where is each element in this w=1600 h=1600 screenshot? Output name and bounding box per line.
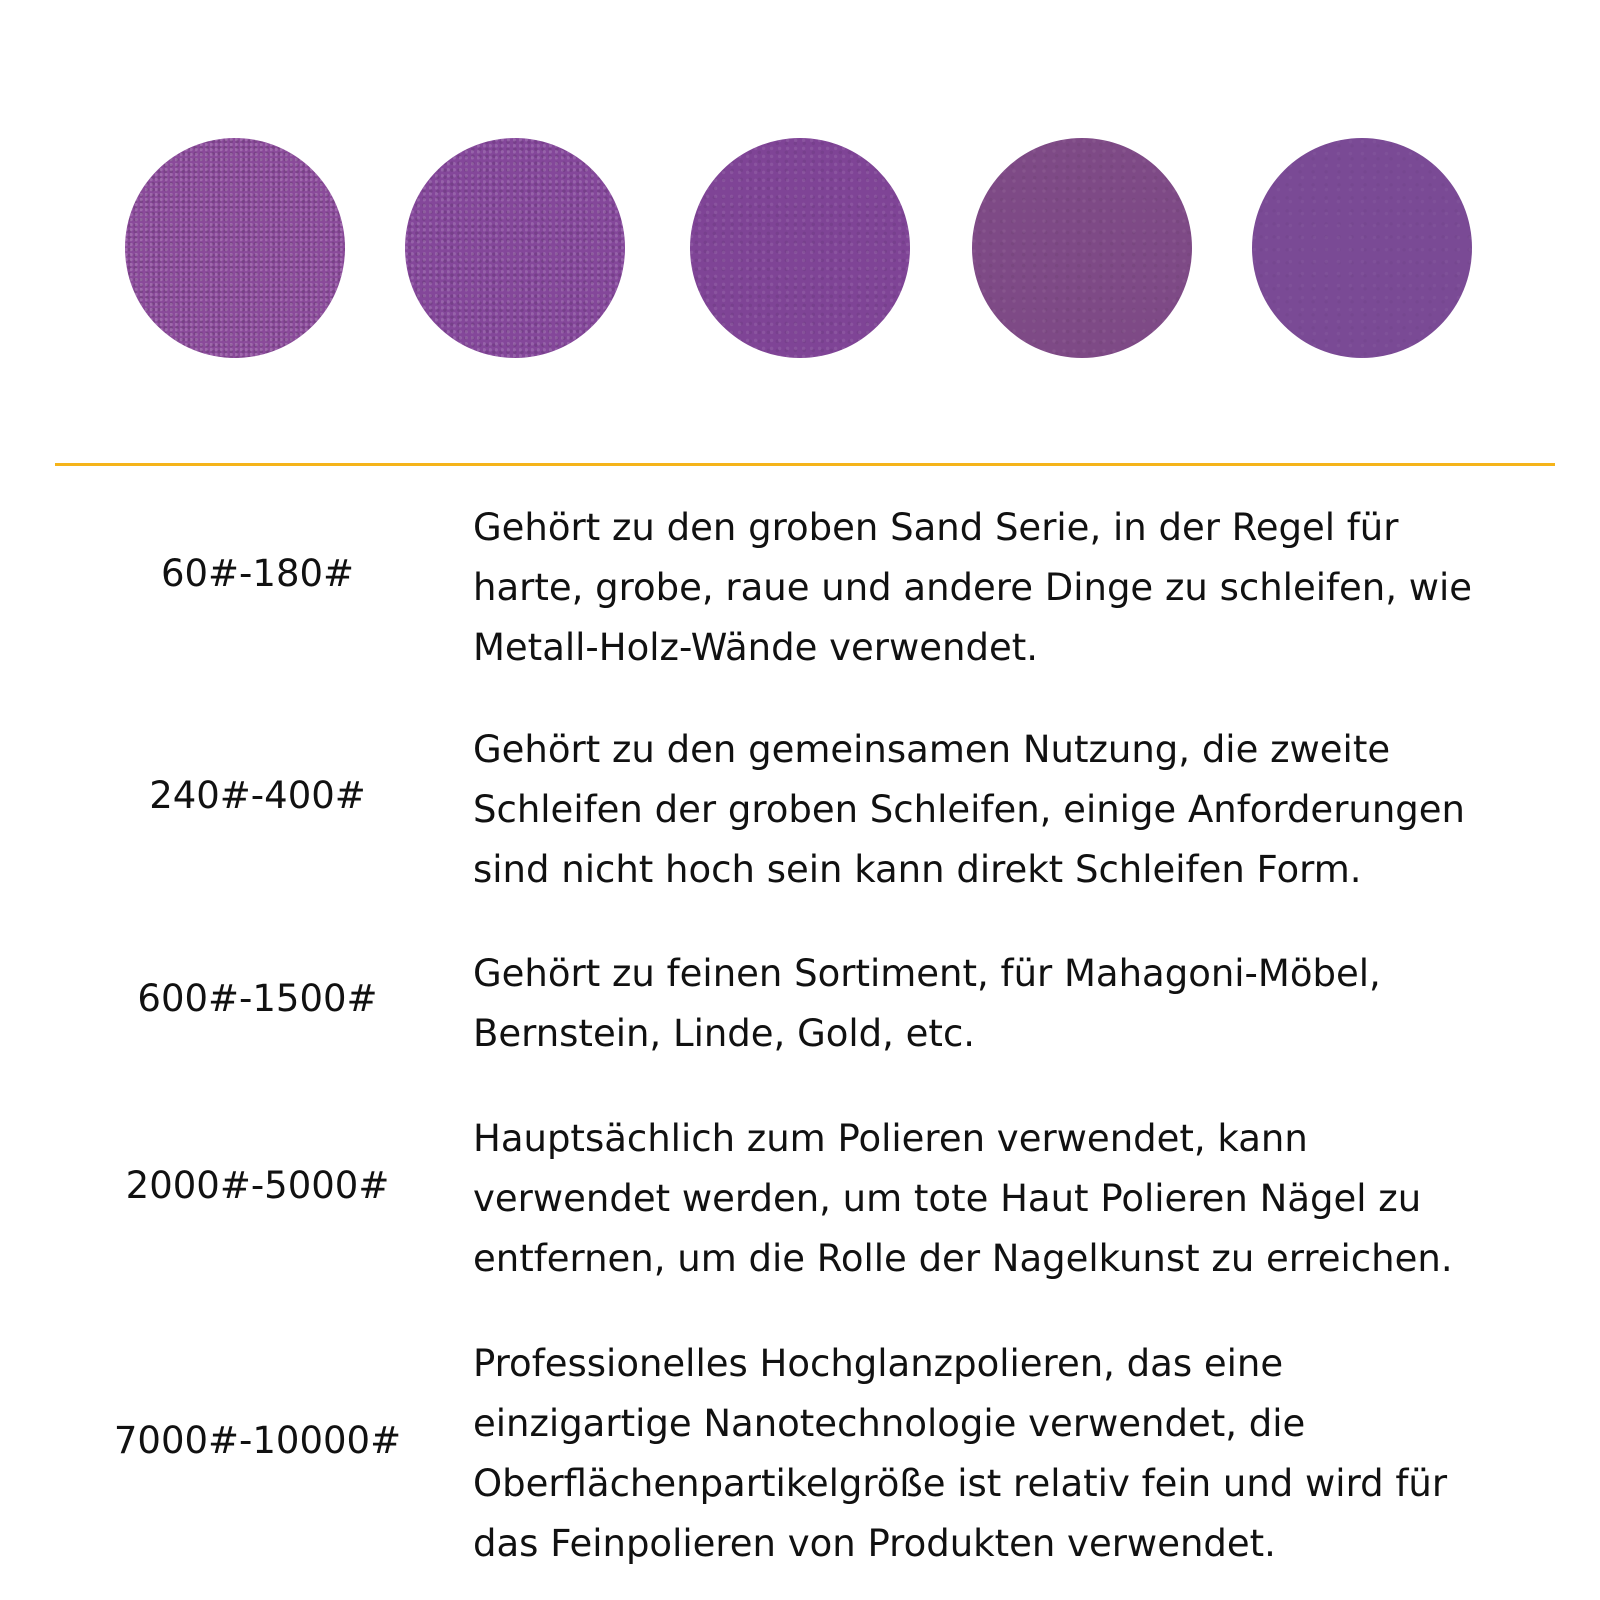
description-line: entfernen, um die Rolle der Nagelkunst zu erreichen. (473, 1237, 1453, 1280)
grit-description (473, 944, 1573, 1064)
sanding-disc-coarse-image (125, 138, 345, 358)
description-line: Hauptsächlich zum Polieren verwendet, kann (473, 1117, 1308, 1160)
description-line: Bernstein, Linde, Gold, etc. (473, 1012, 976, 1055)
description-line: verwendet werden, um tote Haut Polieren Nägel zu (473, 1177, 1422, 1220)
grit-range-label: 7000#-10000# (113, 1419, 402, 1462)
description-line: Oberflächenpartikelgröße ist relativ fein und wird für (473, 1462, 1448, 1505)
grit-description (473, 1334, 1573, 1574)
description-line: einzigartige Nanotechnologie verwendet, die (473, 1402, 1306, 1445)
grit-description (473, 1109, 1573, 1289)
description-line: sind nicht hoch sein kann direkt Schleifen Form. (473, 848, 1362, 891)
sanding-disc-gallery (0, 0, 1600, 420)
grit-range-label: 2000#-5000# (125, 1164, 390, 1207)
grit-range-label: 600#-1500# (137, 977, 378, 1020)
grit-description (473, 720, 1573, 900)
description-line: Gehört zu den gemeinsamen Nutzung, die zweite (473, 728, 1391, 771)
grit-description (473, 498, 1573, 678)
section-divider (55, 463, 1555, 466)
description-line: Schleifen der groben Schleifen, einige Anforderungen (473, 788, 1466, 831)
description-line: Gehört zu feinen Sortiment, für Mahagoni-Möbel, (473, 952, 1381, 995)
sanding-disc-polish-image (972, 138, 1192, 358)
grit-range-label: 60#-180# (160, 552, 355, 595)
description-line: harte, grobe, raue und andere Dinge zu schleifen, wie (473, 566, 1473, 609)
sanding-disc-high-gloss-image (1252, 138, 1472, 358)
sanding-disc-fine-image (690, 138, 910, 358)
description-line: das Feinpolieren von Produkten verwendet. (473, 1522, 1276, 1565)
grit-range-label: 240#-400# (149, 774, 366, 817)
sanding-disc-medium-image (405, 138, 625, 358)
description-line: Metall-Holz-Wände verwendet. (473, 626, 1039, 669)
description-line: Professionelles Hochglanzpolieren, das eine (473, 1342, 1284, 1385)
description-line: Gehört zu den groben Sand Serie, in der Regel für (473, 506, 1399, 549)
